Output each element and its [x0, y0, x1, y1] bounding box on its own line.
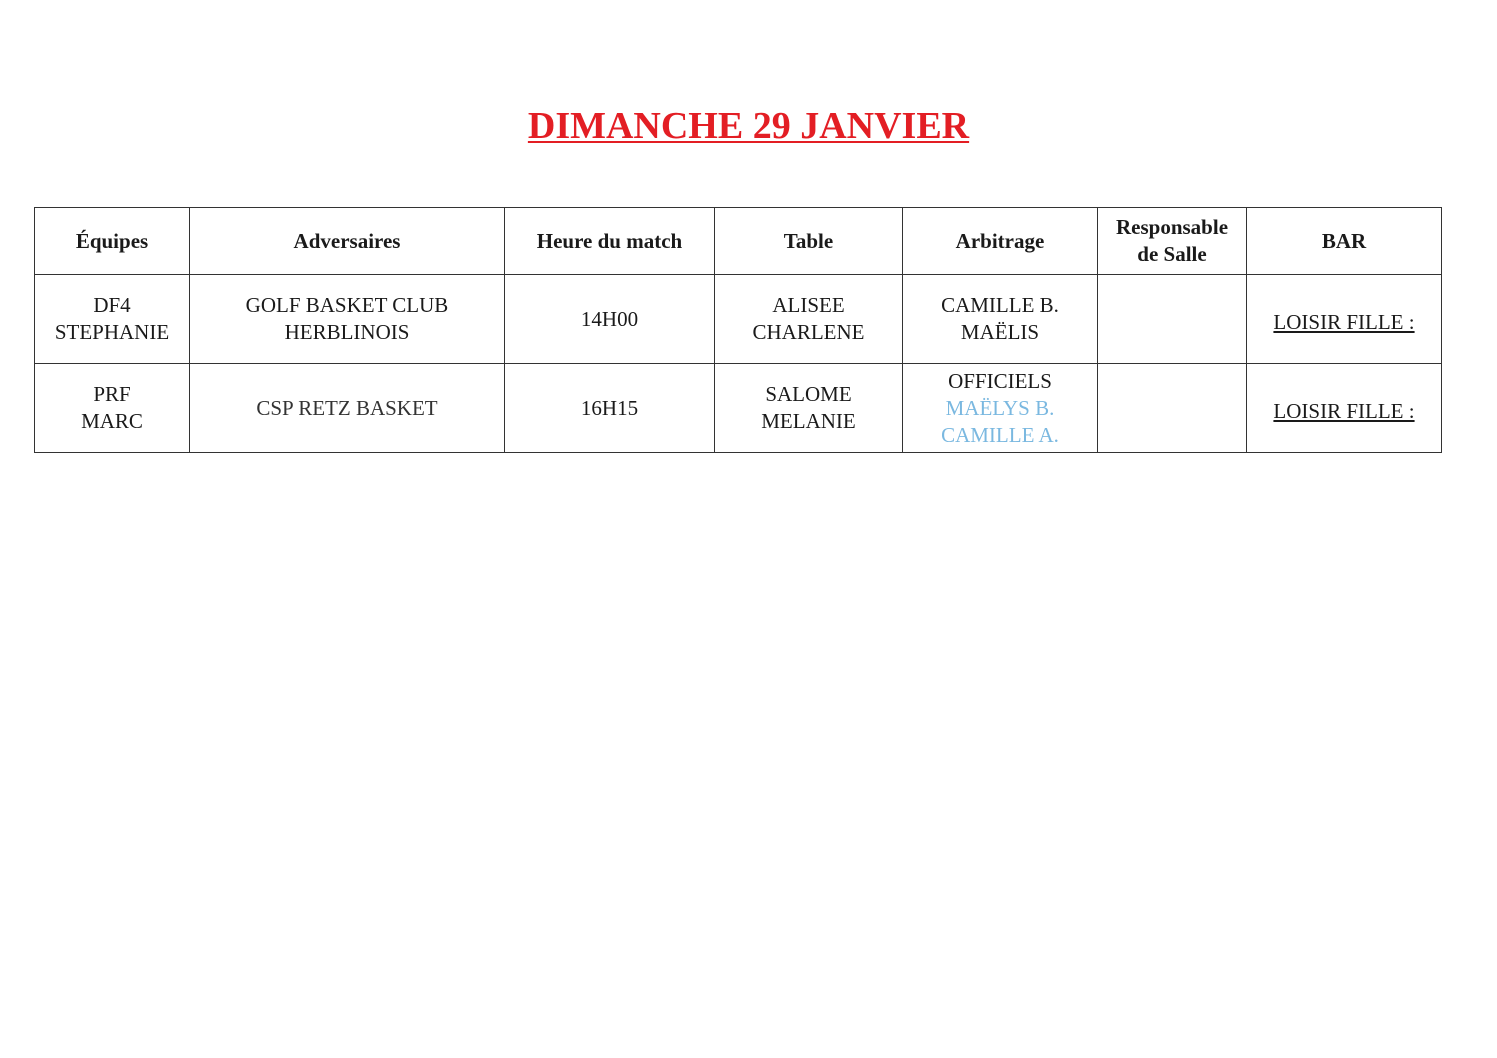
- table-row: [35, 364, 1442, 453]
- cell-heure: 14H00: [505, 275, 715, 364]
- header-equipes: Équipes: [35, 208, 190, 275]
- cell-table: [715, 364, 903, 453]
- arbitre-1: CAMILLE B.: [941, 293, 1059, 317]
- header-responsable: [1098, 208, 1247, 275]
- cell-equipe: [35, 275, 190, 364]
- adversaire-line2: HERBLINOIS: [284, 320, 410, 344]
- equipe-coach: STEPHANIE: [54, 320, 170, 344]
- page-title: [0, 103, 1497, 149]
- adversaire-line1: GOLF BASKET CLUB: [245, 293, 449, 317]
- cell-responsable: [1098, 364, 1247, 453]
- table-row: [35, 275, 1442, 364]
- header-responsable-line2: de Salle: [1137, 242, 1207, 266]
- officiels-label: OFFICIELS: [948, 368, 1052, 393]
- header-responsable-line1: Responsable: [1115, 215, 1229, 239]
- table-person-2: CHARLENE: [752, 320, 865, 344]
- table-person-1: ALISEE: [772, 293, 845, 317]
- cell-equipe: [35, 364, 190, 453]
- cell-arbitrage: [903, 275, 1098, 364]
- equipe-name: PRF: [93, 382, 131, 406]
- cell-heure: 16H15: [505, 364, 715, 453]
- cell-arbitrage: [903, 364, 1098, 453]
- table-person-2: MELANIE: [761, 409, 856, 433]
- bar-label: LOISIR FILLE :: [1273, 309, 1415, 334]
- cell-bar: [1247, 364, 1442, 453]
- cell-adversaire: [190, 275, 505, 364]
- cell-responsable: [1098, 275, 1247, 364]
- header-table: Table: [715, 208, 903, 275]
- equipe-coach: MARC: [81, 409, 143, 433]
- arbitre-2: MAËLIS: [960, 320, 1040, 344]
- officiel-1: MAËLYS B.: [945, 395, 1055, 420]
- schedule-table: [34, 207, 1442, 453]
- page-title-text: DIMANCHE 29 JANVIER: [527, 105, 970, 147]
- table-person-1: SALOME: [765, 382, 852, 406]
- equipe-name: DF4: [93, 293, 131, 317]
- cell-adversaire: CSP RETZ BASKET: [190, 364, 505, 453]
- cell-bar: [1247, 275, 1442, 364]
- table-header-row: [35, 208, 1442, 275]
- header-arbitrage: Arbitrage: [903, 208, 1098, 275]
- cell-table: [715, 275, 903, 364]
- header-heure: Heure du match: [505, 208, 715, 275]
- header-bar: BAR: [1247, 208, 1442, 275]
- header-adversaires: Adversaires: [190, 208, 505, 275]
- officiel-2: CAMILLE A.: [941, 422, 1059, 447]
- bar-label: LOISIR FILLE :: [1273, 398, 1415, 423]
